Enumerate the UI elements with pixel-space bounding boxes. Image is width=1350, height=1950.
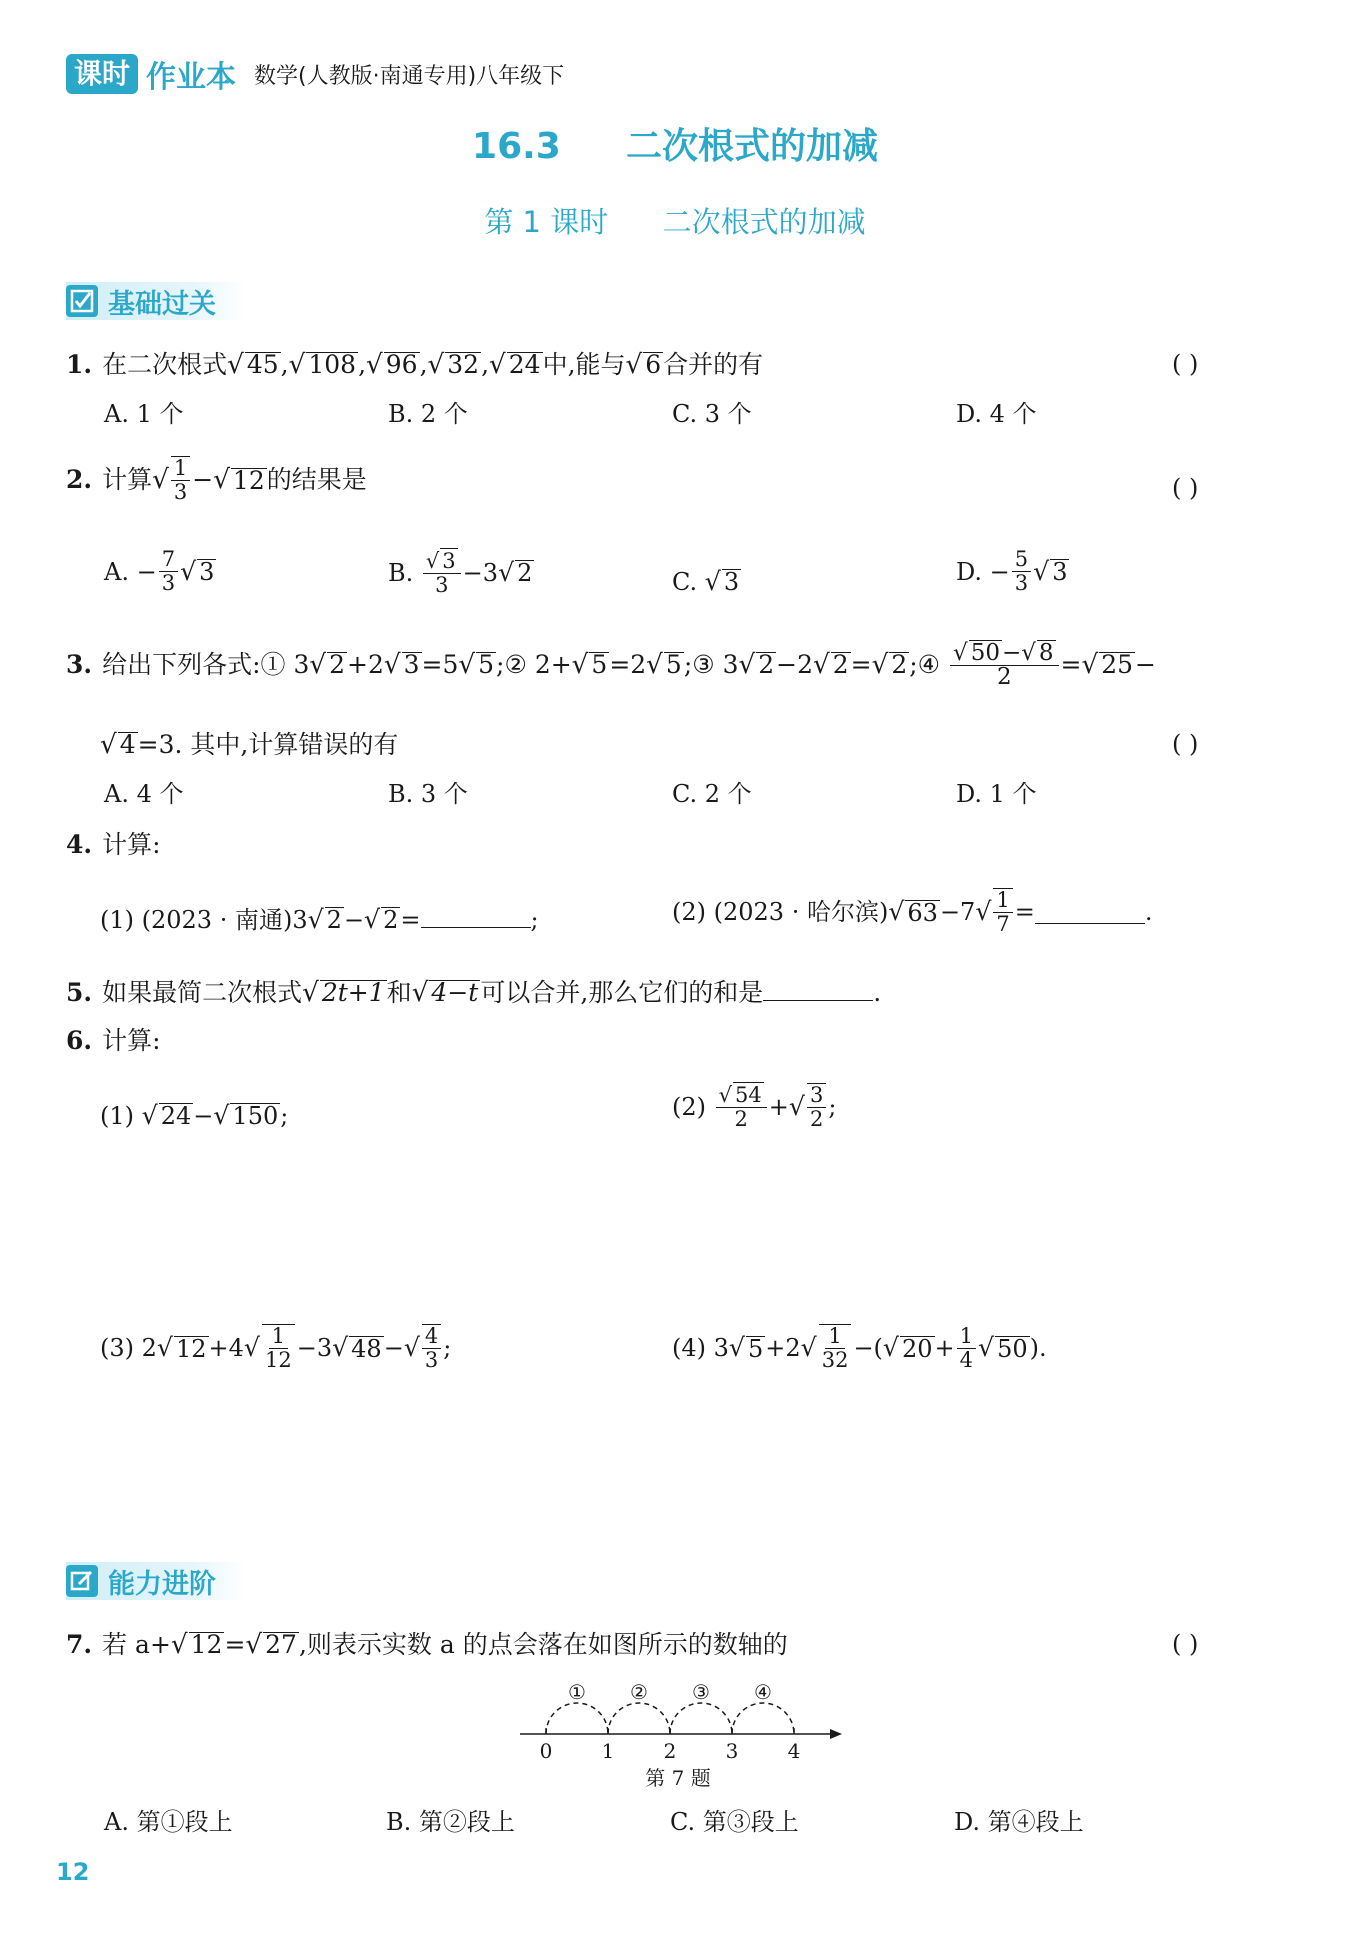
option-a[interactable]: A. 第①段上 (104, 1808, 233, 1836)
segment-label: ③ (692, 1680, 710, 1704)
question-number: 3. (66, 649, 93, 679)
option-d[interactable]: D. 第④段上 (954, 1808, 1084, 1836)
tick-label: 2 (663, 1739, 677, 1763)
question-number: 7. (66, 1630, 93, 1659)
option-d[interactable]: D. − $\frac{5}{3}$ √ 3 (956, 547, 1068, 595)
question-1: 1. 在二次根式√ 45,√ 108,√ 96,√ 32,√ 24中,能与√ 6合并的有 (66, 350, 764, 380)
option-a[interactable]: A. − $\frac{7}{3}$ √ 3 (104, 547, 215, 595)
question-number: 6. (66, 1026, 93, 1055)
answer-paren[interactable]: ( ) (1172, 474, 1199, 502)
option-b[interactable]: B. $\frac{√ 3}{3}$ −3 √ 2 (388, 549, 533, 597)
radical: 96 (385, 350, 418, 379)
answer-paren[interactable]: ( ) (1172, 730, 1199, 758)
section-title (0, 118, 1350, 169)
section-number: 16.3 (472, 126, 561, 167)
tick-label: 3 (725, 1739, 739, 1763)
option-d[interactable]: D. 4 个 (956, 400, 1037, 428)
section-basic-label: 基础过关 (108, 288, 216, 320)
option-c[interactable]: C. √ 3 (672, 567, 740, 596)
option-b[interactable]: B. 2 个 (388, 400, 468, 428)
option-d[interactable]: D. 1 个 (956, 780, 1037, 808)
question-6-part-1: (1) √ 24−√ 150; (100, 1101, 289, 1130)
segment-label: ④ (754, 1680, 772, 1704)
segment-arc-1 (546, 1703, 608, 1734)
option-b[interactable]: B. 3 个 (388, 780, 468, 808)
q1-text: 合并的有 (663, 350, 764, 379)
brand-suffix: 作业本 (146, 60, 237, 95)
segment-arc-3 (670, 1703, 732, 1734)
question-6-part-4: (4) 3 √ 5 +2 √ $\frac{1}{32}$ −( √ 20 + $\frac{1}{4}$ √ 50 ). (672, 1323, 1047, 1372)
lesson-name: 二次根式的加减 (662, 205, 866, 239)
pencil-icon (66, 1565, 98, 1597)
section-advanced-label: 能力进阶 (108, 1568, 216, 1600)
question-6-part-2: (2) $\frac{√ 54}{2}$ + √ $\frac{3}{2}$ ; (672, 1082, 837, 1131)
option-a[interactable]: A. 4 个 (104, 780, 184, 808)
section-basic (66, 282, 246, 320)
answer-blank[interactable] (1035, 901, 1145, 924)
page-number: 12 (56, 1858, 90, 1886)
lesson-title (0, 200, 1350, 241)
section-name: 二次根式的加减 (625, 126, 878, 167)
axis-arrow-icon (830, 1729, 842, 1739)
radical: 12 (232, 465, 265, 495)
tick-label: 1 (601, 1739, 615, 1763)
segment-label: ① (568, 1680, 586, 1704)
q1-text: 在二次根式 (102, 350, 228, 379)
question-number: 1. (66, 350, 93, 379)
q1-text: 中,能与 (542, 350, 626, 379)
question-7: 7. 若 a+√ 12=√ 27,则表示实数 a 的点会落在如图所示的数轴的 (66, 1630, 788, 1660)
segment-arc-4 (732, 1703, 794, 1734)
header-subtitle: 数学(人教版·南通专用)八年级下 (254, 63, 565, 89)
question-3-line-2: √ 4=3. 其中,计算错误的有 (100, 730, 399, 760)
question-number: 4. (66, 830, 93, 859)
checkbox-icon (66, 285, 98, 317)
answer-paren[interactable]: ( ) (1172, 1630, 1199, 1658)
q2-text: 计算 (102, 465, 153, 494)
radical: 24 (508, 350, 541, 379)
question-4-part-2: (2) (2023 · 哈尔滨) √ 63 −7 √ $\frac{1}{7}$ = . (672, 888, 1153, 936)
question-6-part-3: (3) 2 √ 12 +4 √ $\frac{1}{12}$ −3 √ 48 − √ $\frac{4}{3}$ ; (100, 1324, 452, 1372)
header (66, 52, 564, 96)
lesson-number: 第 1 课时 (484, 205, 609, 239)
question-5: 5. 如果最简二次根式√ 2t+1和√ 4−t可以合并,那么它们的和是 . (66, 978, 882, 1008)
option-b[interactable]: B. 第②段上 (386, 1808, 515, 1836)
tick-label: 4 (787, 1739, 801, 1763)
answer-blank[interactable] (763, 978, 873, 1001)
answer-paren[interactable]: ( ) (1172, 350, 1199, 378)
option-c[interactable]: C. 3 个 (672, 400, 752, 428)
question-number: 2. (66, 465, 93, 494)
question-3: 3. 给出下列各式:① 3 √ 2 +2 √ 3 =5 √ 5 ;② 2+ √ 5 =2 √ 5 ;③ 3 √ 2 −2 √ 2 = √ 2 ;④ $\frac{√ 50-√ 8}{2}$ = √ 25 − (66, 640, 1156, 690)
answer-blank[interactable] (421, 905, 531, 928)
radical: 6 (645, 350, 662, 379)
radical: 32 (447, 350, 480, 379)
question-6: 6. 计算: (66, 1026, 161, 1055)
figure-caption: 第 7 题 (645, 1766, 711, 1790)
q2-text: 的结果是 (266, 465, 367, 494)
question-4: 4. 计算: (66, 830, 161, 859)
radical: 45 (246, 350, 279, 379)
option-c[interactable]: C. 2 个 (672, 780, 752, 808)
section-advanced (66, 1562, 246, 1600)
option-a[interactable]: A. 1 个 (104, 400, 184, 428)
question-number: 5. (66, 978, 93, 1007)
fraction: $\frac{1}{3}$ (171, 456, 190, 504)
number-line-figure (510, 1672, 850, 1792)
tick-label: 0 (539, 1739, 553, 1763)
question-4-part-1: (1) (2023 · 南通)3√ 2−√ 2= ; (100, 905, 539, 934)
option-c[interactable]: C. 第③段上 (670, 1808, 799, 1836)
radical: 108 (308, 350, 357, 379)
brand-logo: 课时 (66, 54, 138, 94)
question-2: 2. 计算 √ $\frac{1}{3}$ − √ 12 的结果是 (66, 456, 367, 504)
segment-arc-2 (608, 1703, 670, 1734)
segment-label: ② (630, 1680, 648, 1704)
